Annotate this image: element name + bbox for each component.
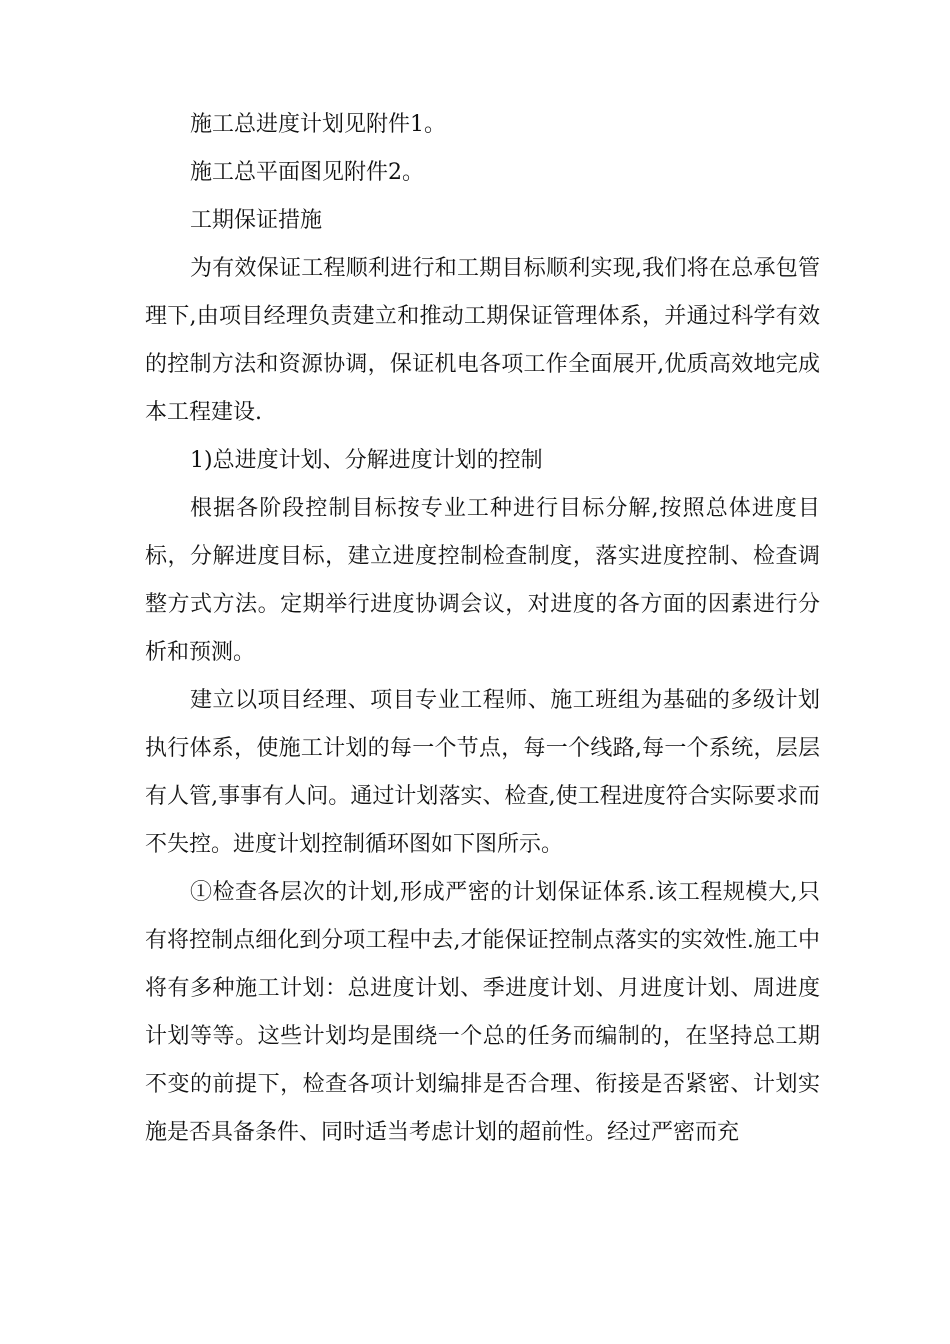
subheading-schedule-control: 1)总进度计划、分解进度计划的控制 [190,448,543,473]
paragraph-guarantee-intro: 为有效保证工程顺利进行和工期目标顺利实现,我们将在总承包管理下,由项目经理负责建立和推动工期保证管理体系，并通过科学有效的控制方法和资源协调，保证机电各项工作全面展开,优质高效地完成本工程建设. [145,256,820,425]
document-body [145,101,820,1157]
paragraph-site-plan-attachment: 施工总平面图见附件2。 [190,160,424,185]
paragraph-plan-check: ①检查各层次的计划,形成严密的计划保证体系.该工程规模大,只有将控制点细化到分项工程中去,才能保证控制点落实的实效性.施工中将有多种施工计划：总进度计划、季进度计划、月进度计划、周进度计划等等。这些计划均是围绕一个总的任务而编制的，在坚持总工期不变的前提下，检查各项计划编排是否合理、衔接是否紧密、计划实施是否具备条件、同时适当考虑计划的超前性。经过严密而充 [145,880,820,1145]
paragraph-schedule-attachment: 施工总进度计划见附件1。 [190,112,446,137]
paragraph-execution-system: 建立以项目经理、项目专业工程师、施工班组为基础的多级计划执行体系，使施工计划的每一个节点，每一个线路,每一个系统，层层有人管,事事有人问。通过计划落实、检查,使工程进度符合实际要求而不失控。进度计划控制循环图如下图所示。 [145,688,820,857]
paragraph-goal-breakdown: 根据各阶段控制目标按专业工种进行目标分解,按照总体进度目标，分解进度目标，建立进度控制检查制度，落实进度控制、检查调整方式方法。定期举行进度协调会议，对进度的各方面的因素进行分析和预测。 [145,496,820,665]
section-heading-schedule-guarantee: 工期保证措施 [190,208,323,233]
